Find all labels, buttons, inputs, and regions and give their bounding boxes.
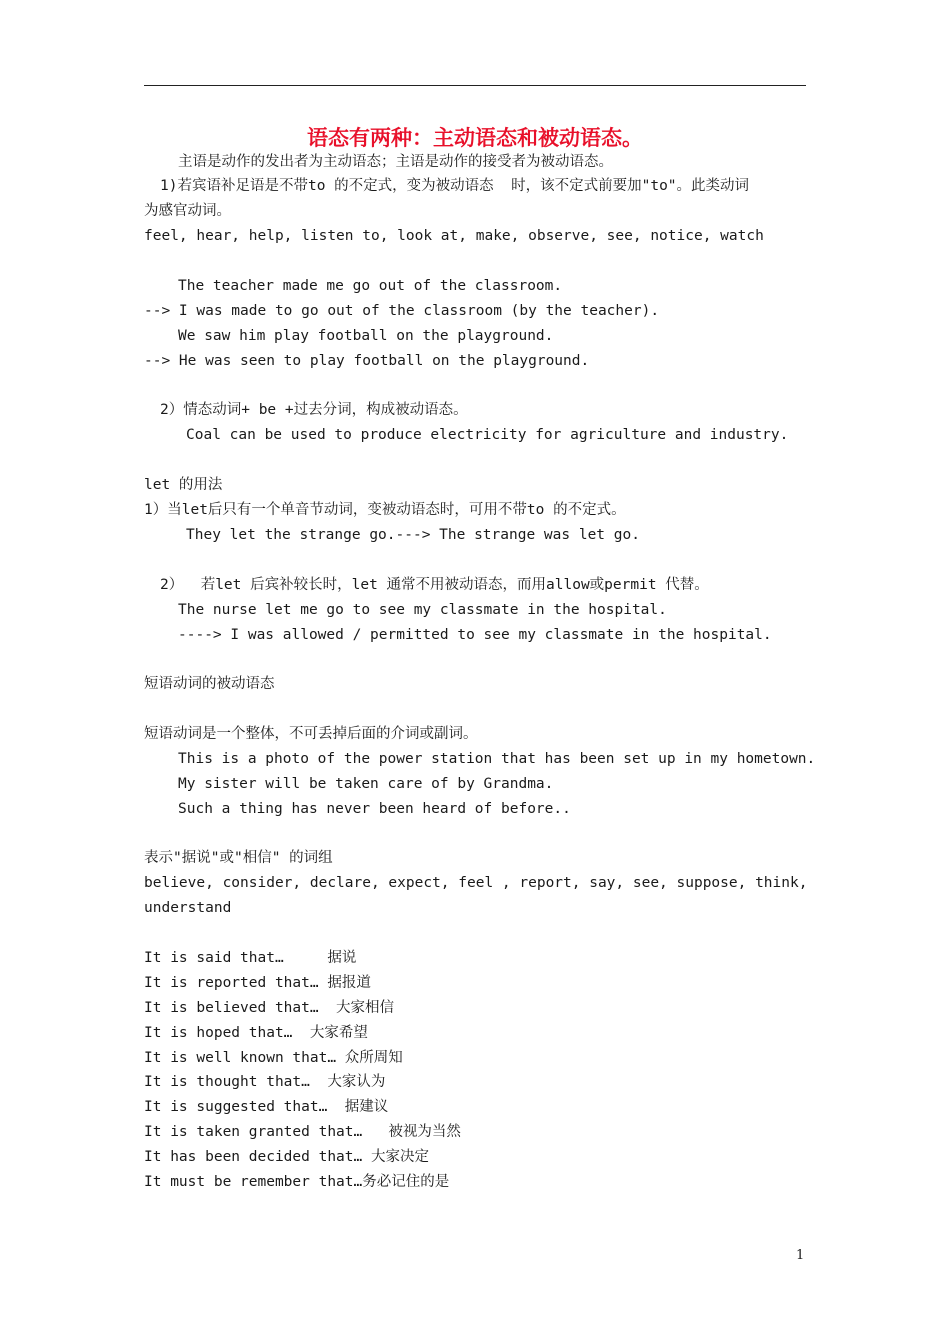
text-line: 2）情态动词+ be +过去分词，构成被动语态。 [160, 402, 468, 418]
text-line: It is taken granted that… 被视为当然 [144, 1124, 461, 1140]
text-line: It must be remember that…务必记住的是 [144, 1174, 450, 1190]
text-line: My sister will be taken care of by Grandma. [178, 776, 554, 792]
text-line: It is said that… 据说 [144, 950, 357, 966]
text-line: It has been decided that… 大家决定 [144, 1149, 429, 1165]
text-line: --> He was seen to play football on the playground. [144, 353, 590, 369]
text-line: let 的用法 [144, 477, 223, 493]
text-line: 短语动词的被动语态 [144, 676, 275, 692]
text-line: feel, hear, help, listen to, look at, make, observe, see, notice, watch [144, 228, 764, 244]
text-line: The teacher made me go out of the classroom. [178, 278, 563, 294]
text-line: 为感官动词。 [144, 203, 231, 219]
text-line: Such a thing has never been heard of before.. [178, 801, 571, 817]
text-line: It is believed that… 大家相信 [144, 1000, 395, 1016]
text-line: They let the strange go.---> The strange was let go. [186, 527, 640, 543]
text-line: 主语是动作的发出者为主动语态；主语是动作的接受者为被动语态。 [178, 154, 613, 170]
text-line: It is reported that… 据报道 [144, 975, 371, 991]
text-line: It is hoped that… 大家希望 [144, 1025, 368, 1041]
text-line: 1)若宾语补足语是不带to 的不定式，变为被动语态 时，该不定式前要加"to"。此类动词 [160, 178, 750, 194]
text-line: 2） 若let 后宾补较长时，let 通常不用被动语态，而用allow或permit 代替。 [160, 577, 709, 593]
text-line: ----> I was allowed / permitted to see my classmate in the hospital. [178, 627, 772, 643]
text-line: This is a photo of the power station that has been set up in my hometown. [178, 751, 816, 767]
text-line: It is suggested that… 据建议 [144, 1099, 389, 1115]
text-line: understand [144, 900, 232, 916]
text-line: Coal can be used to produce electricity for agriculture and industry. [186, 427, 789, 443]
page-title: 语态有两种：主动语态和被动语态。 [307, 126, 643, 150]
page-number: 1 [796, 1248, 805, 1263]
text-line: 表示"据说"或"相信" 的词组 [144, 850, 333, 866]
text-line: 1）当let后只有一个单音节动词，变被动语态时，可用不带to 的不定式。 [144, 502, 626, 518]
header-rule [144, 85, 806, 86]
text-line: --> I was made to go out of the classroom (by the teacher). [144, 303, 660, 319]
text-line: The nurse let me go to see my classmate in the hospital. [178, 602, 667, 618]
text-line: We saw him play football on the playground. [178, 328, 554, 344]
text-line: It is thought that… 大家认为 [144, 1074, 386, 1090]
text-line: It is well known that… 众所周知 [144, 1050, 403, 1066]
text-line: believe, consider, declare, expect, feel , report, say, see, suppose, think, [144, 875, 808, 891]
text-line: 短语动词是一个整体，不可丢掉后面的介词或副词。 [144, 726, 478, 742]
